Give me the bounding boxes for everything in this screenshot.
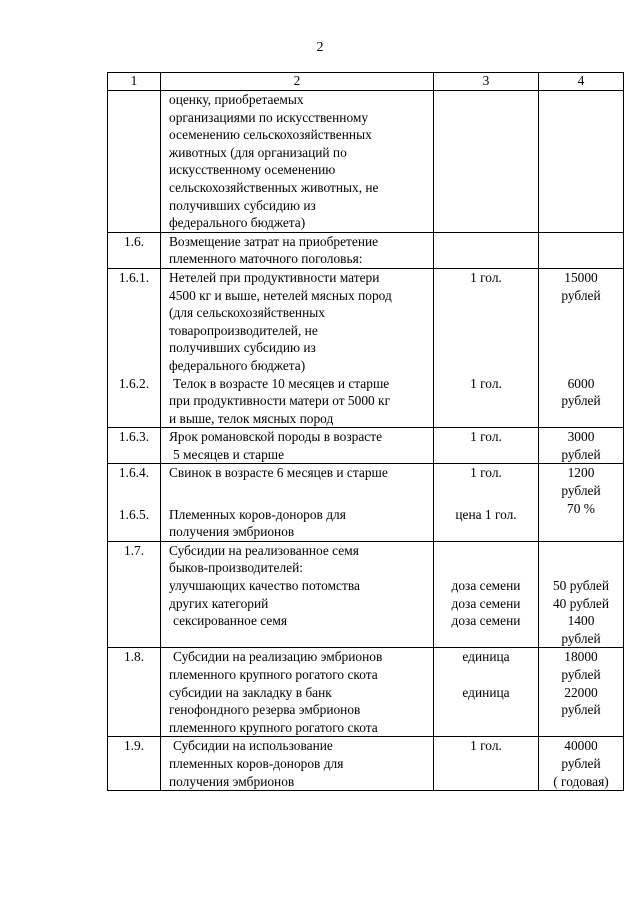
row-unit: 1 гол. (434, 428, 539, 464)
page-number: 2 (316, 40, 324, 55)
row-rate: 50 рублей 40 рублей 1400 рублей (539, 541, 624, 648)
row-rate: 40000 рублей ( годовая) (539, 737, 624, 791)
header-col-2: 2 (161, 73, 434, 91)
table-row (108, 232, 624, 268)
row-number: 1.8. (108, 648, 161, 737)
header-col-4: 4 (539, 73, 624, 91)
row-description: оценку, приобретаемых организациями по искусственному осеменению сельскохозяйственных животных (для организаций по искусственному осеменению сельскохозяйственных животных, не получивших субсидию из федерального бюджета) (161, 91, 434, 233)
row-description: Возмещение затрат на приобретение племенного маточного поголовья: (161, 232, 434, 268)
row-unit: 1 гол. цена 1 гол. (434, 464, 539, 541)
row-number: 1.6.1. 1.6.2. (108, 268, 161, 427)
row-unit: единица единица (434, 648, 539, 737)
table-row (108, 648, 624, 737)
row-rate: 1200 рублей 70 % (539, 464, 624, 541)
row-rate: 3000 рублей (539, 428, 624, 464)
row-rate: 15000 рублей 6000 рублей (539, 268, 624, 427)
row-unit (434, 91, 539, 233)
table-row (108, 737, 624, 791)
table-row (108, 464, 624, 541)
row-number (108, 91, 161, 233)
row-number: 1.6.3. (108, 428, 161, 464)
subsidy-table (107, 72, 624, 791)
row-description: Нетелей при продуктивности матери 4500 кг и выше, нетелей мясных пород (для сельскохозяйственных товаропроизводителей, не получивших субсидию из федерального бюджета) Телок в возрасте 10 месяцев и старше при продуктивности матери от 5000 кг и выше, телок мясных пород (161, 268, 434, 427)
row-description: Свинок в возрасте 6 месяцев и старше Племенных коров-доноров для получения эмбрионов (161, 464, 434, 541)
row-description: Субсидии на реализованное семя быков-производителей: улучшающих качество потомства других категорий сексированное семя (161, 541, 434, 648)
table-row (108, 91, 624, 233)
row-description: Ярок романовской породы в возрасте 5 месяцев и старше (161, 428, 434, 464)
row-description: Субсидии на реализацию эмбрионов племенного крупного рогатого скота субсидии на закладку в банк генофондного резерва эмбрионов племенного крупного рогатого скота (161, 648, 434, 737)
header-col-1: 1 (108, 73, 161, 91)
row-unit: доза семени доза семени доза семени (434, 541, 539, 648)
row-number: 1.7. (108, 541, 161, 648)
row-unit: 1 гол. 1 гол. (434, 268, 539, 427)
table-row (108, 541, 624, 648)
row-rate (539, 232, 624, 268)
table-row (108, 268, 624, 427)
row-number: 1.6. (108, 232, 161, 268)
row-rate: 18000 рублей 22000 рублей (539, 648, 624, 737)
table-row (108, 428, 624, 464)
row-rate (539, 91, 624, 233)
row-number: 1.9. (108, 737, 161, 791)
header-row (108, 73, 624, 91)
row-number: 1.6.4. 1.6.5. (108, 464, 161, 541)
row-unit: 1 гол. (434, 737, 539, 791)
row-unit (434, 232, 539, 268)
header-col-3: 3 (434, 73, 539, 91)
row-description: Субсидии на использование племенных коров-доноров для получения эмбрионов (161, 737, 434, 791)
